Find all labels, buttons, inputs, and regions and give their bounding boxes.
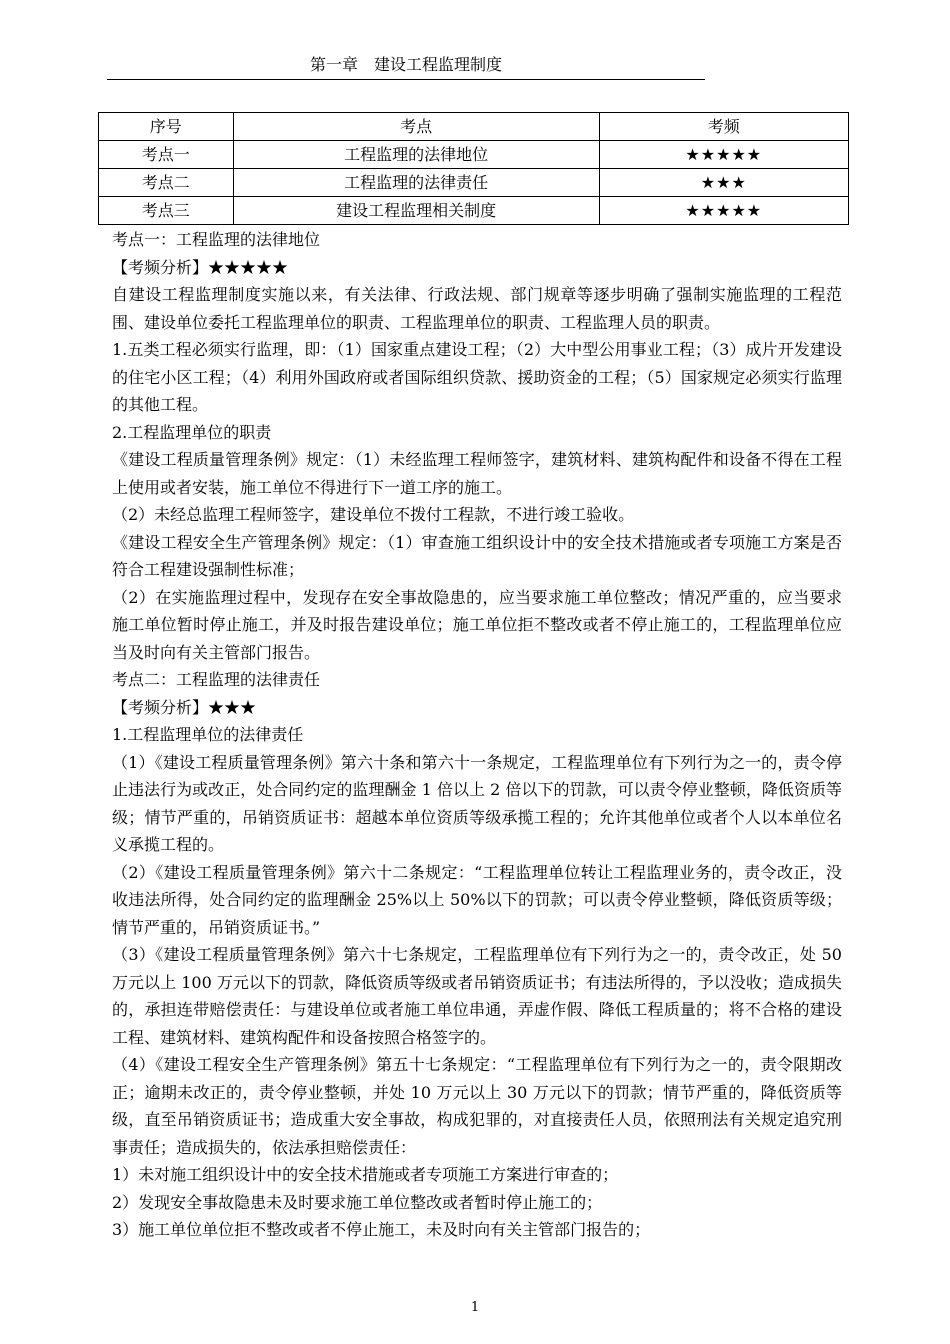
exam-points-table xyxy=(98,112,849,225)
subheading: 1.工程监理单位的法律责任 xyxy=(112,725,304,744)
list-item: 1）未对施工组织设计中的安全技术措施或者专项施工方案进行审查的； xyxy=(112,1165,619,1184)
paragraph: （2）在实施监理过程中，发现存在安全事故隐患的，应当要求施工单位整改；情况严重的，应当要求施工单位暂时停止施工，并及时报告建设单位；施工单位拒不整改或者不停止施工的，工程监理单位应当及时向有关主管部门报告。 xyxy=(112,587,842,662)
frequency-stars: ★★★ xyxy=(599,169,848,197)
frequency-stars: ★★★★★ xyxy=(599,141,848,169)
document-body xyxy=(112,226,842,1244)
frequency-analysis: 【考频分析】★★★ xyxy=(112,697,257,717)
table-cell: 工程监理的法律责任 xyxy=(233,169,599,197)
column-header-point: 考点 xyxy=(233,113,599,141)
table-cell: 考点一 xyxy=(99,141,234,169)
paragraph: 《建设工程安全生产管理条例》规定：（1）审查施工组织设计中的安全技术措施或者专项施工方案是否符合工程建设强制性标准； xyxy=(112,532,842,579)
page-header: 第一章 建设工程监理制度 xyxy=(107,52,705,80)
table-row xyxy=(99,169,849,197)
table-row xyxy=(99,197,849,225)
column-header-number: 序号 xyxy=(99,113,234,141)
table-row xyxy=(99,141,849,169)
frequency-analysis: 【考频分析】★★★★★ xyxy=(112,257,289,277)
page-number: 1 xyxy=(470,1300,480,1315)
table-cell: 工程监理的法律地位 xyxy=(233,141,599,169)
column-header-frequency: 考频 xyxy=(599,113,848,141)
frequency-stars: ★★★★★ xyxy=(599,197,848,225)
list-item: 3）施工单位单位拒不整改或者不停止施工，未及时向有关主管部门报告的； xyxy=(112,1220,651,1239)
paragraph: （2）《建设工程质量管理条例》第六十二条规定：“工程监理单位转让工程监理业务的，责令改正，没收违法所得，处合同约定的监理酬金 25%以上 50%以下的罚款；可以责令停业整顿，降低资质等级；情节严重的，吊销资质证书。” xyxy=(112,862,842,937)
paragraph: （3）《建设工程质量管理条例》第六十七条规定，工程监理单位有下列行为之一的，责令改正，处 50 万元以上 100 万元以下的罚款，降低资质等级或者吊销资质证书；有违法所得的，予以没收；造成损失的，承担连带赔偿责任：与建设单位或者施工单位串通，弄虚作假、降低工程质量的；将不合格的建设工程、建筑材料、建筑构配件和设备按照合格签字的。 xyxy=(112,945,842,1047)
paragraph: （1）《建设工程质量管理条例》第六十条和第六十一条规定，工程监理单位有下列行为之一的，责令停止违法行为或改正，处合同约定的监理酬金 1 倍以上 2 倍以下的罚款，可以责令停业整顿，降低资质等级；情节严重的，吊销资质证书：超越本单位资质等级承揽工程的；允许其他单位或者个人以本单位名义承揽工程的。 xyxy=(112,752,842,854)
section-heading: 考点二：工程监理的法律责任 xyxy=(112,670,321,689)
subheading: 2.工程监理单位的职责 xyxy=(112,422,272,442)
table-cell: 考点二 xyxy=(99,169,234,197)
list-item: 2）发现安全事故隐患未及时要求施工单位整改或者暂时停止施工的； xyxy=(112,1192,603,1212)
section-heading: 考点一：工程监理的法律地位 xyxy=(112,230,321,249)
paragraph: 《建设工程质量管理条例》规定：（1）未经监理工程师签字，建筑材料、建筑构配件和设备不得在工程上使用或者安装，施工单位不得进行下一道工序的施工。 xyxy=(112,450,842,497)
table-header-row xyxy=(99,113,849,141)
paragraph: 自建设工程监理制度实施以来，有关法律、行政法规、部门规章等逐步明确了强制实施监理的工程范围、建设单位委托工程监理单位的职责、工程监理单位的职责、工程监理人员的职责。 xyxy=(112,285,842,332)
paragraph: 1.五类工程必须实行监理，即：（1）国家重点建设工程；（2）大中型公用事业工程；（3）成片开发建设的住宅小区工程；（4）利用外国政府或者国际组织贷款、援助资金的工程；（5）国家规定必须实行监理的其他工程。 xyxy=(112,340,842,414)
paragraph: （4）《建设工程安全生产管理条例》第五十七条规定：“工程监理单位有下列行为之一的，责令限期改正；逾期未改正的，责令停业整顿，并处 10 万元以上 30 万元以下的罚款；情节严重的，降低资质等级，直至吊销资质证书；造成重大安全事故，构成犯罪的，对直接责任人员，依照刑法有关规定追究刑事责任；造成损失的，依法承担赔偿责任： xyxy=(112,1055,842,1157)
table-cell: 考点三 xyxy=(99,197,234,225)
table-cell: 建设工程监理相关制度 xyxy=(233,197,599,225)
paragraph: （2）未经总监理工程师签字，建设单位不拨付工程款，不进行竣工验收。 xyxy=(112,505,635,524)
